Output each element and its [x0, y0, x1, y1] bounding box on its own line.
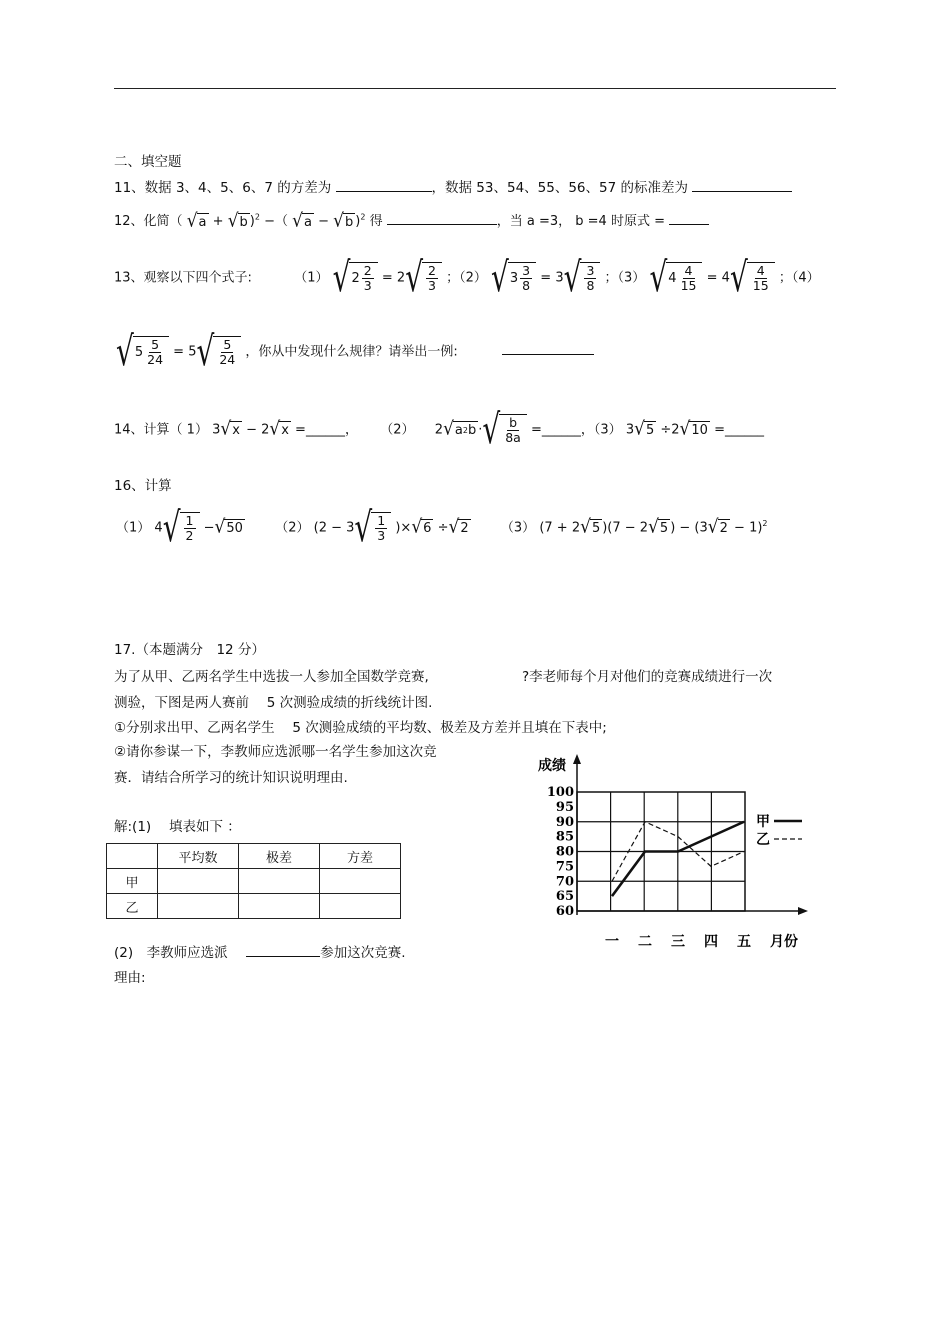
- y-tick-label: 90: [555, 814, 574, 830]
- question-11: [114, 176, 792, 196]
- y-tick-label: 75: [555, 859, 574, 875]
- header-rule: [114, 88, 836, 89]
- table-cell[interactable]: [158, 894, 239, 919]
- y-tick-label: 80: [555, 844, 574, 860]
- x-tick-label: 二: [638, 934, 652, 950]
- q13-e2-right: √ $\frac{3}{8}$: [564, 262, 601, 294]
- sqrt-2-b: √ 2: [707, 516, 728, 539]
- y-axis-label: 成绩: [538, 758, 566, 774]
- q17-part-2: [114, 941, 406, 961]
- table-row-label: 乙: [107, 894, 158, 919]
- table-header-cell: [107, 844, 158, 869]
- question-13: 13、观察以下四个式子: （1） √ 2 $\frac{2}{3}$ = 2 √ $\frac{2}{3}$ ；（2） √ 3 $\frac{3}{8}$ = 3 √ $\frac{3}{8}$ ；（3） √ 4 $\frac{4}{15}$ = 4 √ $\frac{4}{15}$ ；（4）: [114, 253, 820, 302]
- q16-title: 16、计算: [114, 478, 172, 494]
- q12-condition: ，当 a =3， b =4 时原式: [496, 214, 650, 229]
- q12-square-2: 2: [360, 212, 366, 222]
- q13-e1-right: √ $\frac{2}{3}$: [405, 262, 442, 294]
- x-tick-label: 三: [671, 934, 685, 950]
- x-axis-arrow: [798, 907, 808, 915]
- y-tick-label: 95: [555, 799, 574, 815]
- q12-blank-2[interactable]: [669, 210, 709, 225]
- y-tick-label: 65: [555, 889, 574, 905]
- y-tick-label: 60: [555, 904, 574, 919]
- q13-tail: ，你从中发现什么规律？请举出一例:: [245, 344, 458, 360]
- q13-part-1: （1）: [294, 270, 329, 286]
- table-header-cell: 平均数: [158, 844, 239, 869]
- table-cell[interactable]: [239, 894, 320, 919]
- table-row: [107, 894, 401, 919]
- q13-e4-left: √ 5 $\frac{5}{24}$: [116, 336, 169, 368]
- q14-blank-2: =______，（3）: [531, 422, 622, 438]
- sqrt-half: √ $\frac{1}{2}$: [163, 512, 200, 544]
- y-tick-label: 100: [546, 785, 574, 800]
- q17-reason: 理由:: [114, 970, 146, 986]
- q13-part-4: ；（4）: [778, 270, 820, 286]
- x-tick-label: 四: [704, 934, 718, 950]
- q17-part-2-text: (2) 李教师应选派: [114, 945, 228, 961]
- table-header-cell: 极差: [239, 844, 320, 869]
- q16-part-1: （1）: [116, 520, 151, 536]
- question-14: 14、计算（ 1） 3 √ x − 2 √ x =______， （2） 2 √ a 2 b · √ $\frac{b}{8a}$ =______，（3） 3 √ 5 ÷2 √ 10 =______: [114, 405, 764, 454]
- q17-line-3: ①分别求出甲、乙两名学生 5 次测验成绩的平均数、极差及方差并且填在下表中;: [114, 720, 607, 736]
- q13-e2-left: √ 3 $\frac{3}{8}$: [491, 262, 536, 294]
- x-tick-label: 五: [737, 934, 751, 950]
- sqrt-b: √ b: [227, 209, 248, 232]
- score-line-chart: [532, 748, 822, 958]
- q11-blank-1[interactable]: [336, 177, 432, 192]
- table-cell[interactable]: [239, 869, 320, 894]
- q14-prefix: 14、计算（ 1）: [114, 422, 208, 438]
- q13-part-2: ；（2）: [446, 270, 487, 286]
- legend-label: 甲: [756, 814, 770, 830]
- q13-e3-left: √ 4 $\frac{4}{15}$: [649, 262, 702, 294]
- q12-eq: =: [654, 214, 665, 229]
- q11-mid: ，数据 53、54、55、56、57 的标准差为: [431, 180, 688, 196]
- q17-part-2-tail: 参加这次竞赛.: [320, 945, 406, 961]
- table-row-label: 甲: [107, 869, 158, 894]
- y-axis-arrow: [573, 754, 581, 764]
- q13-e4-right: √ $\frac{5}{24}$: [197, 336, 242, 368]
- x-tick-label: 一: [605, 934, 619, 950]
- q16-part-3: （3）: [500, 520, 536, 536]
- table-cell[interactable]: [320, 894, 401, 919]
- sqrt-b-2: √ b: [333, 209, 354, 232]
- q17-part-2-blank[interactable]: [246, 942, 320, 957]
- q14-blank-3: =______: [714, 422, 764, 438]
- q17-line-5: 赛．请结合所学习的统计知识说明理由.: [114, 770, 348, 786]
- sqrt-2: √ 2: [448, 516, 469, 539]
- q13-part-3: ；（3）: [604, 270, 646, 286]
- q12-minus: −: [318, 214, 330, 229]
- sqrt-5-b: √ 5: [648, 516, 669, 539]
- sqrt-x-2: √ x: [269, 418, 289, 441]
- sqrt-a: √ a: [186, 209, 207, 232]
- sqrt-50: √ 50: [214, 516, 243, 539]
- q17-line-1: 为了从甲、乙两名学生中选拔一人参加全国数学竞赛,: [114, 669, 429, 685]
- q12-prefix: 12、化简（: [114, 214, 183, 229]
- q11-text: 11、数据 3、4、5、6、7 的方差为: [114, 180, 332, 196]
- q12-plus: +: [212, 214, 224, 229]
- q17-line-4: ②请你参谋一下，李教师应选派哪一名学生参加这次竞: [114, 744, 437, 760]
- q17-solution: 解:(1) 填表如下 ：: [114, 819, 241, 835]
- table-header-row: [107, 844, 401, 869]
- q12-square: 2: [254, 212, 260, 222]
- q11-blank-2[interactable]: [692, 177, 792, 192]
- q12-mid: 得: [369, 214, 383, 229]
- q13-blank[interactable]: [502, 340, 594, 355]
- q17-title: 17.（本题满分 12 分）: [114, 642, 265, 658]
- x-axis-label: 月份: [770, 934, 798, 950]
- sqrt-third: √ $\frac{1}{3}$: [354, 512, 391, 544]
- legend-label: 乙: [756, 832, 770, 848]
- q13-e1-left: √ 2 $\frac{2}{3}$: [333, 262, 378, 294]
- q12-minus-open: −（: [264, 214, 289, 229]
- table-row: [107, 869, 401, 894]
- question-16: （1） 4 √ $\frac{1}{2}$ − √ 50 （2） (2 − 3 √ $\frac{1}{3}$ )× √ 6 ÷ √ 2 （3） (7 + 2 √ 5 )(7 − 2 √ 5 ) − (3 √ 2 − 1)$^2$: [116, 503, 768, 552]
- q17-line-1b: ?李老师每个月对他们的竞赛成绩进行一次: [522, 669, 773, 685]
- sqrt-10: √ 10: [679, 418, 708, 441]
- q13-e3-right: √ $\frac{4}{15}$: [730, 262, 775, 294]
- score-table: [106, 843, 401, 919]
- sqrt-6: √ 6: [411, 516, 432, 539]
- q12-blank-1[interactable]: [387, 210, 497, 225]
- y-tick-label: 70: [555, 874, 574, 890]
- q17-line-2: 测验，下图是两人赛前 5 次测验成绩的折线统计图.: [114, 695, 433, 711]
- table-header-cell: 方差: [320, 844, 401, 869]
- sqrt-b-over-8a: √ $\frac{b}{8a}$: [482, 414, 526, 446]
- q13-prefix: 13、观察以下四个式子:: [114, 270, 252, 286]
- question-13-line-2: √ 5 $\frac{5}{24}$ = 5 √ $\frac{5}{24}$ ，你从中发现什么规律？请举出一例:: [116, 336, 594, 368]
- q16-part-2: （2）: [275, 520, 310, 536]
- table-cell[interactable]: [158, 869, 239, 894]
- sqrt-a-2: √ a: [292, 209, 312, 232]
- sqrt-x: √ x: [220, 418, 240, 441]
- section-title: 二、填空题: [114, 154, 182, 170]
- sqrt-a2b: √ a 2 b: [443, 418, 477, 441]
- q14-part-2: （2）: [380, 422, 415, 438]
- table-cell[interactable]: [320, 869, 401, 894]
- q14-blank-1: =______，: [295, 422, 358, 438]
- question-12: 12、化简（ √ a + √ b )$^2$ −（ √ a − √ b )$^2$ 得 ，当 a =3， b =4 时原式 =: [114, 210, 709, 230]
- sqrt-5: √ 5: [634, 418, 655, 441]
- y-tick-label: 85: [555, 829, 574, 845]
- sqrt-5-a: √ 5: [580, 516, 601, 539]
